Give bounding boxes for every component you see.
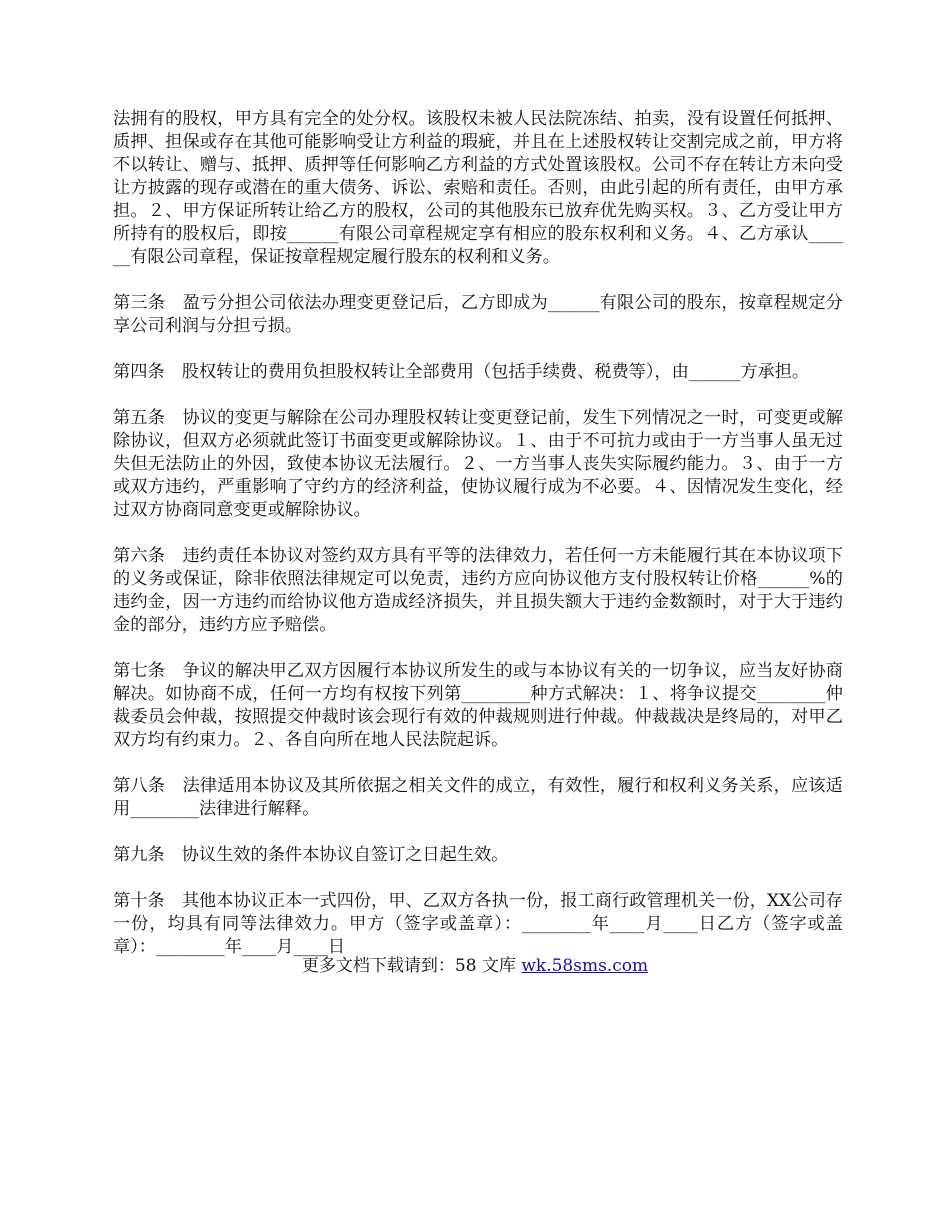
- document-body: [113, 108, 843, 959]
- footer-text: 更多文档下载请到：58 文库: [301, 956, 522, 976]
- article-3-profit-loss: 第三条 盈亏分担公司依法办理变更登记后，乙方即成为______有限公司的股东，按章程规定分享公司利润与分担亏损。: [113, 293, 843, 336]
- article-6-liability: 第六条 违约责任本协议对签约双方具有平等的法律效力，若任何一方未能履行其在本协议项下的义务或保证，除非依照法律规定可以免责，违约方应向协议他方支付股权转让价格______%的违约金，因一方违约而给协议他方造成经济损失，并且损失额大于违约金数额时，对于大于违约金的部分，违约方应予赔偿。: [113, 546, 843, 635]
- footer: [0, 955, 950, 978]
- article-9-effectiveness: 第九条 协议生效的条件本协议自签订之日起生效。: [113, 845, 509, 865]
- article-7-disputes: 第七条 争议的解决甲乙双方因履行本协议所发生的或与本协议有关的一切争议，应当友好协商解决。如协商不成，任何一方均有权按下列第________种方式解决：１、将争议提交________仲裁委员会仲裁，按照提交仲裁时该会现行有效的仲裁规则进行仲裁。仲裁裁决是终局的，对甲乙双方均有约束力。２、各自向所在地人民法院起诉。: [113, 661, 843, 750]
- paragraph-gap: [113, 522, 843, 545]
- paragraph-gap: [113, 338, 843, 361]
- article-4-fees: 第四条 股权转让的费用负担股权转让全部费用（包括手续费、税费等），由______方承担。: [113, 362, 810, 382]
- paragraph-gap: [113, 637, 843, 660]
- article-10-other: 第十条 其他本协议正本一式四份，甲、乙双方各执一份，报工商行政管理机关一份，XX公司存一份，均具有同等法律效力。甲方（签字或盖章）：________年____月____日乙方（签字或盖章）：________年____月____日: [113, 891, 843, 957]
- paragraph-gap: [113, 752, 843, 775]
- footer-link[interactable]: wk.58sms.com: [521, 956, 649, 976]
- paragraph-gap: [113, 867, 843, 890]
- paragraph-equity-rights: 法拥有的股权，甲方具有完全的处分权。该股权未被人民法院冻结、拍卖，没有设置任何抵押、质押、担保或存在其他可能影响受让方利益的瑕疵，并且在上述股权转让交割完成之前，甲方将不以转让、赠与、抵押、质押等任何影响乙方利益的方式处置该股权。公司不存在转让方未向受让方披露的现存或潜在的重大债务、诉讼、索赔和责任。否则，由此引起的所有责任，由甲方承担。２、甲方保证所转让给乙方的股权，公司的其他股东已放弃优先购买权。３、乙方受让甲方所持有的股权后，即按______有限公司章程规定享有相应的股东权利和义务。４、乙方承认______有限公司章程，保证按章程规定履行股东的权利和义务。: [113, 109, 843, 267]
- paragraph-gap: [113, 821, 843, 844]
- paragraph-gap: [113, 384, 843, 407]
- article-8-governing-law: 第八条 法律适用本协议及其所依据之相关文件的成立，有效性，履行和权利义务关系，应该适用________法律进行解释。: [113, 776, 843, 819]
- paragraph-gap: [113, 269, 843, 292]
- article-5-amendment: 第五条 协议的变更与解除在公司办理股权转让变更登记前，发生下列情况之一时，可变更或解除协议，但双方必须就此签订书面变更或解除协议。１、由于不可抗力或由于一方当事人虽无过失但无法防止的外因，致使本协议无法履行。２、一方当事人丧失实际履约能力。３、由于一方或双方违约，严重影响了守约方的经济利益，使协议履行成为不必要。４、因情况发生变化，经过双方协商同意变更或解除协议。: [113, 408, 843, 520]
